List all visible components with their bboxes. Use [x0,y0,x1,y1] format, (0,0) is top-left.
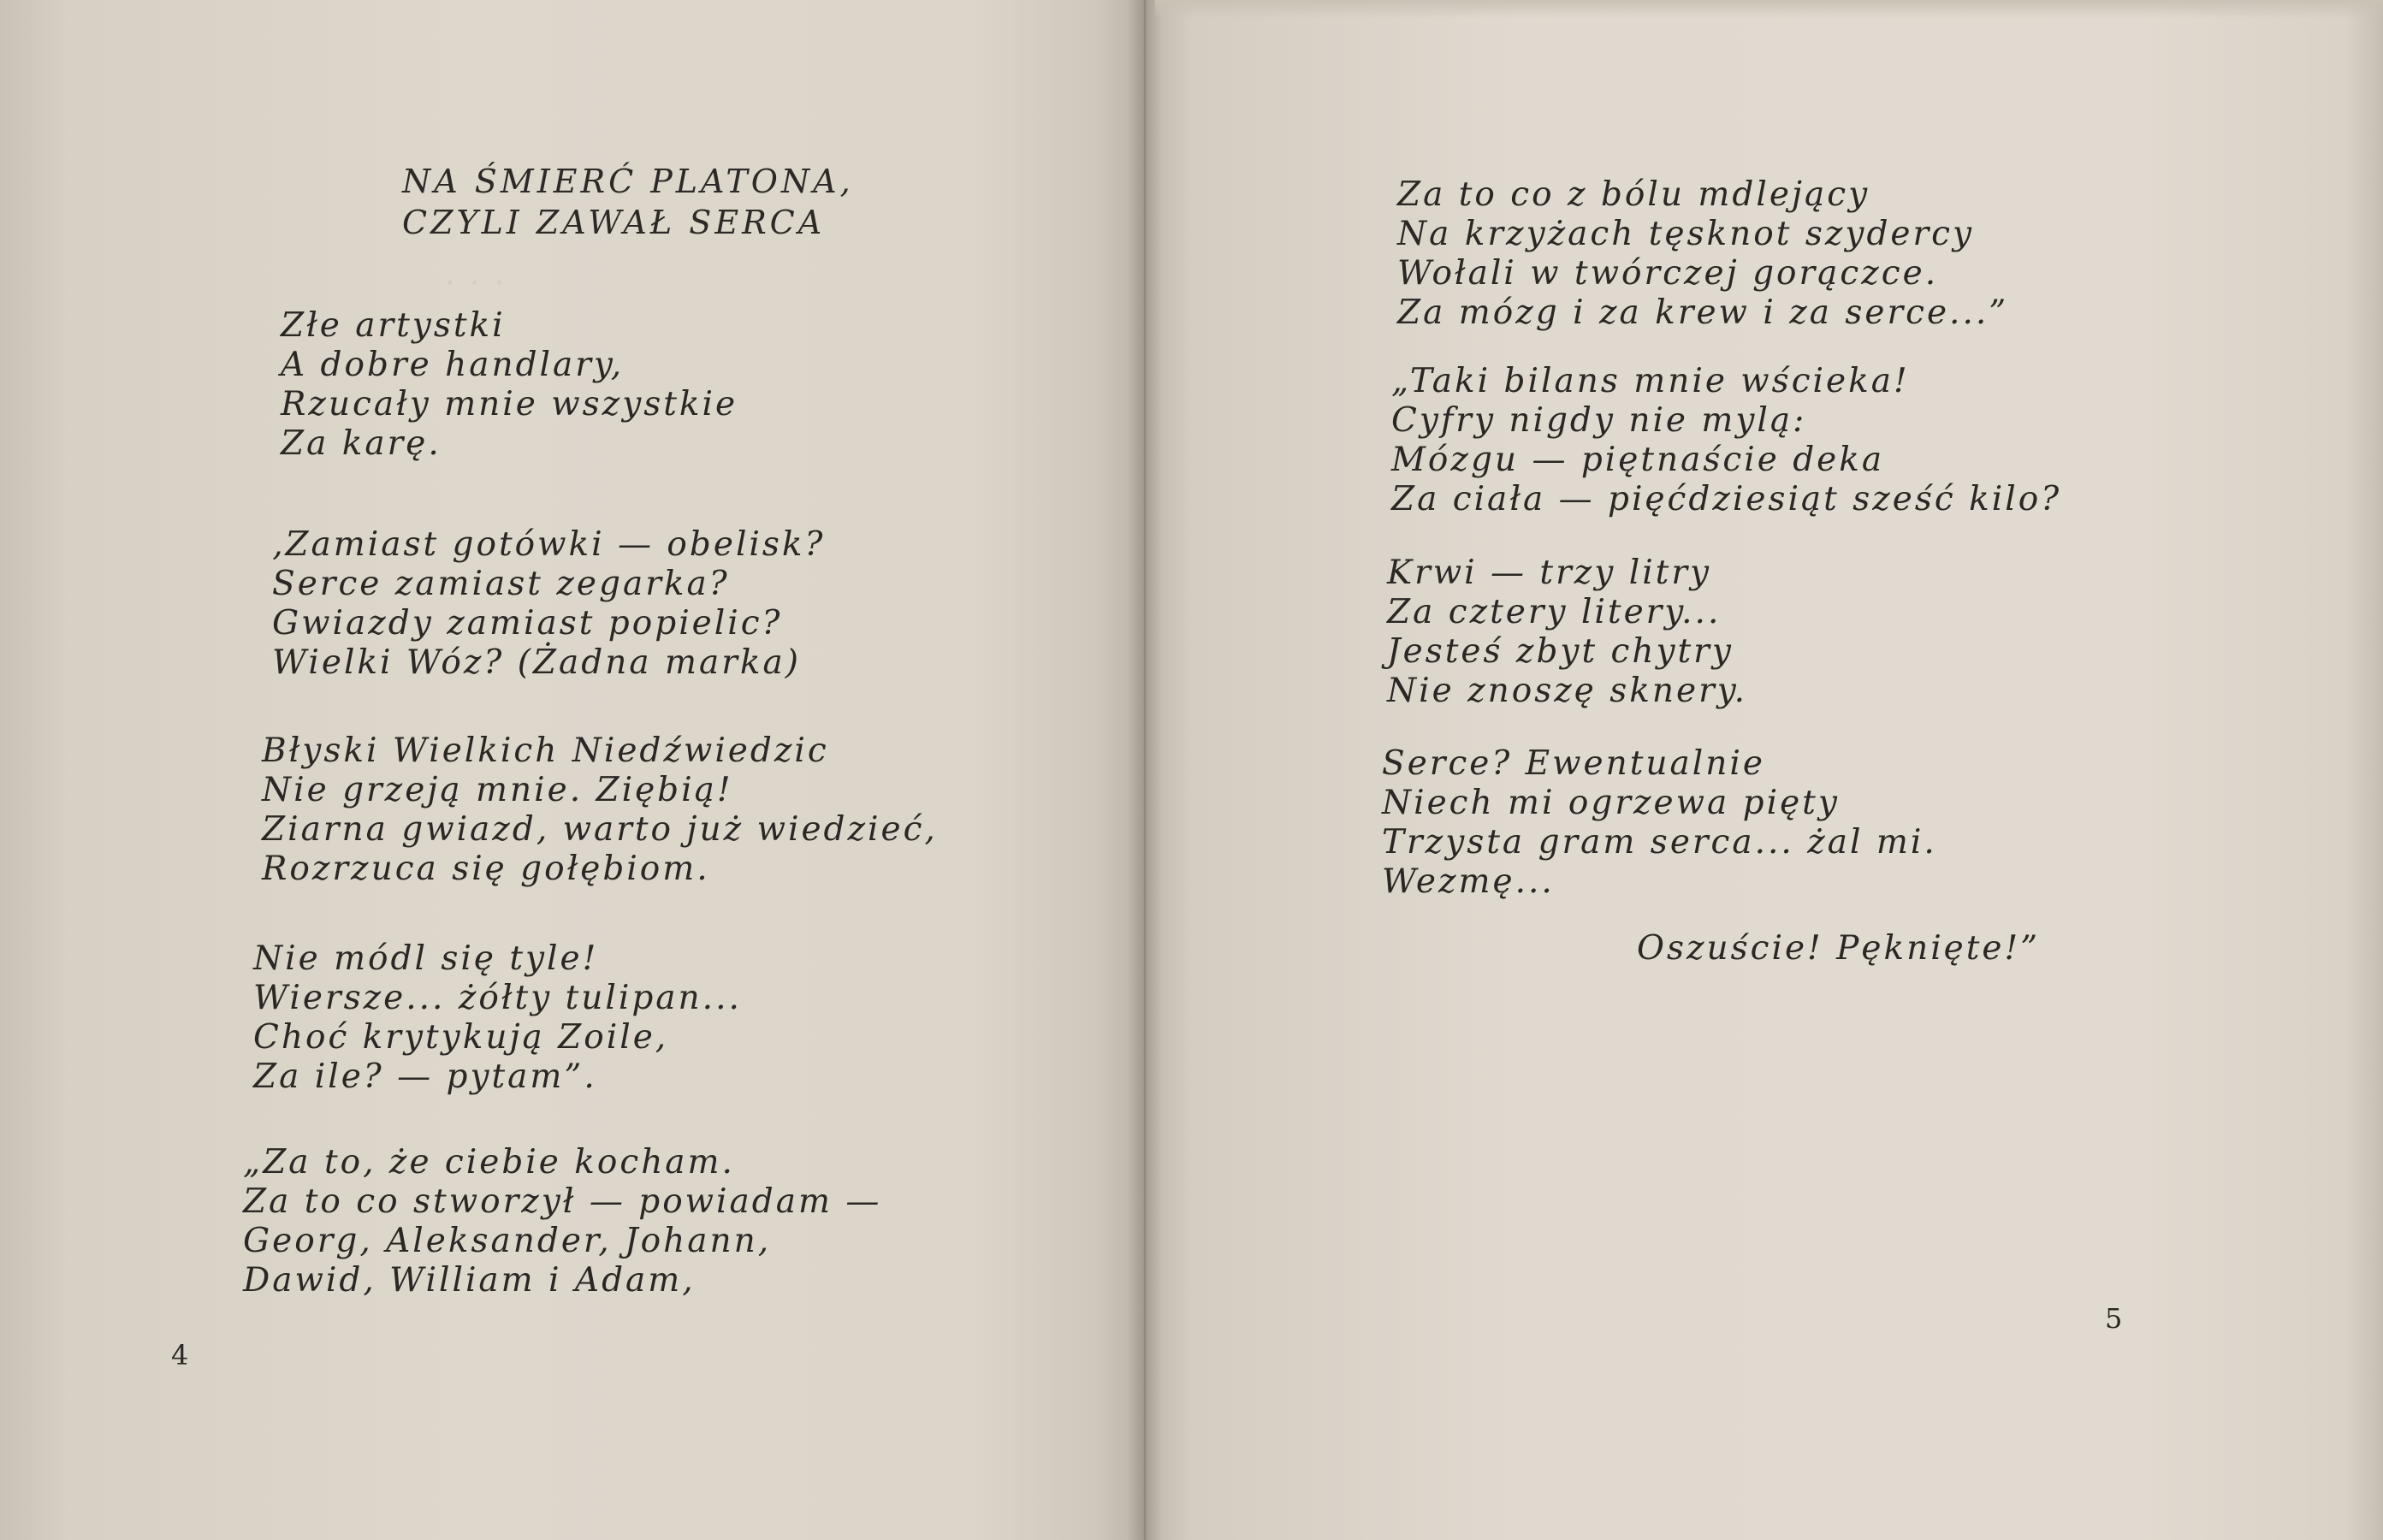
verse-line: Wiersze... żółty tulipan... [253,979,742,1017]
show-through-text: . . . [445,257,507,292]
verse-line: Mózgu — piętnaście deka [1391,441,1885,479]
stanza-5 [243,1143,881,1300]
verse-line: Nie grzeją mnie. Ziębią! [262,771,733,809]
verse-line: Ziarna gwiazd, warto już wiedzieć, [262,810,938,849]
verse-line: Choć krytykują Zoile, [253,1018,669,1057]
verse-line: ‚Zamiast gotówki — obelisk? [272,525,826,564]
verse-line: Nie módl się tyle! [253,939,599,978]
verse-line: Serce? Ewentualnie [1382,744,1765,783]
verse-line: Za mózg i za krew i za serce...” [1397,293,2009,332]
verse-line: Wezmę... [1382,862,1555,901]
verse-line: Za to co stworzył — powiadam — [243,1182,882,1221]
stanza-6 [1397,175,2008,333]
poem-title-line-1: NA ŚMIERĆ PLATONA, [402,163,854,200]
stanza-3 [262,732,938,889]
stanza-9 [1382,744,1937,902]
verse-line: Rzucały mnie wszystkie [281,385,738,424]
verse-line: Cyfry nigdy nie mylą: [1391,401,1807,440]
verse-line: Za ciała — pięćdziesiąt sześć kilo? [1391,480,2062,518]
verse-line: Wielki Wóz? (Żadna marka) [272,643,801,682]
stanza-7 [1391,362,2061,519]
left-page [0,0,1142,1540]
verse-line: Georg, Aleksander, Johann, [243,1222,772,1260]
verse-line: Za to co z bólu mdlejący [1397,175,1870,214]
poem-title-line-2: CZYLI ZAWAŁ SERCA [402,204,826,241]
verse-line: Rozrzuca się gołębiom. [262,850,710,888]
verse-line: Wołali w twórczej gorączce. [1397,254,1939,293]
stanza-4 [253,939,742,1097]
stanza-2 [272,525,825,683]
page-number-right: 5 [2105,1302,2123,1335]
stanza-1 [281,306,738,464]
stanza-8 [1387,554,1747,711]
verse-line: Krwi — trzy litry [1387,554,1712,592]
page-top-edge [1155,0,2383,19]
verse-line: Błyski Wielkich Niedźwiedzic [262,732,829,770]
verse-line: Złe artystki [281,306,506,345]
verse-line: „Za to, że ciebie kocham. [243,1143,735,1182]
verse-line: Dawid, William i Adam, [243,1261,696,1300]
verse-line: Za karę. [281,424,442,463]
verse-line: „Taki bilans mnie wścieka! [1391,362,1910,400]
verse-line: Gwiazdy zamiast popielic? [272,604,783,643]
verse-line: Niech mi ogrzewa pięty [1382,784,1840,822]
verse-line: Za ile? — pytam”. [253,1057,597,1096]
page-number-left: 4 [171,1339,189,1371]
verse-line: Za cztery litery... [1387,593,1722,631]
verse-line: Trzysta gram serca... żal mi. [1382,823,1937,862]
verse-line: A dobre handlary, [281,346,625,384]
right-page [1142,0,2383,1540]
verse-line: Serce zamiast zegarka? [272,565,730,603]
verse-line: Jesteś zbyt chytry [1387,632,1734,671]
book-gutter [1128,0,1162,1540]
closing-line: Oszuście! Pęknięte!” [1637,929,2041,968]
verse-line: Na krzyżach tęsknot szydercy [1397,215,1975,253]
verse-line: Nie znoszę sknery. [1387,672,1747,710]
